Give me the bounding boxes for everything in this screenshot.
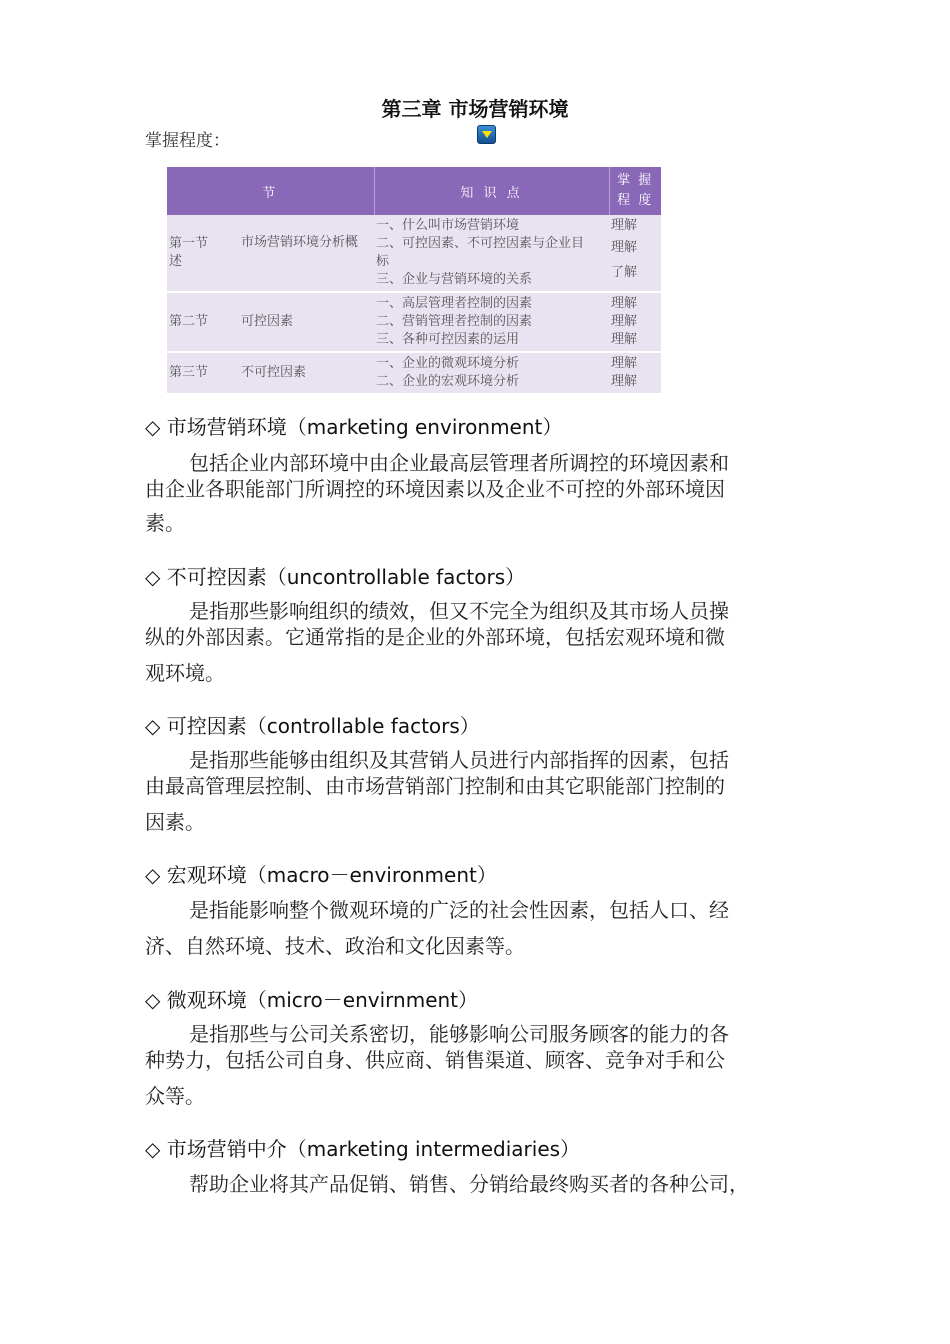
header-section: 节 xyxy=(167,167,374,215)
table-row xyxy=(167,352,661,393)
levels-cell: 理解 理解 了解 xyxy=(609,215,661,292)
section-paragraph: 是指那些影响组织的绩效，但又不完全为组织及其市场人员操 纵的外部因素。它通常指的是企业的外部环境，包括宏观环境和微 观环境。 xyxy=(145,599,729,685)
section-cell: 第一节 述 xyxy=(167,215,239,292)
points-cell: 一、高层管理者控制的因素 二、营销管理者控制的因素 三、各种可控因素的运用 xyxy=(374,292,609,352)
table-row xyxy=(167,215,661,292)
section-paragraph: 包括企业内部环境中由企业最高层管理者所调控的环境因素和 由企业各职能部门所调控的环境因素以及企业不可控的外部环境因 素。 xyxy=(145,451,729,535)
knowledge-table xyxy=(167,167,661,393)
section-paragraph: 是指能影响整个微观环境的广泛的社会性因素，包括人口、经 济、自然环境、技术、政治和文化因素等。 xyxy=(145,898,729,958)
section-heading: ◇ 市场营销环境（marketing environment） xyxy=(145,415,563,439)
section-heading: ◇ 微观环境（micro－envirnment） xyxy=(145,988,479,1012)
levels-cell: 理解 理解 xyxy=(609,352,661,393)
section-heading: ◇ 可控因素（controllable factors） xyxy=(145,714,480,738)
topic-cell: 市场营销环境分析概 xyxy=(239,215,374,292)
header-mastery-level: 掌 握 程 度 xyxy=(609,167,661,215)
section-paragraph: 是指那些能够由组织及其营销人员进行内部指挥的因素，包括 由最高管理层控制、由市场营销部门控制和由其它职能部门控制的 因素。 xyxy=(145,748,729,834)
mastery-label: 掌握程度： xyxy=(145,131,230,151)
section-heading: ◇ 不可控因素（uncontrollable factors） xyxy=(145,565,526,589)
points-cell: 一、什么叫市场营销环境 二、可控因素、不可控因素与企业目 标 三、企业与营销环境的关系 xyxy=(374,215,609,292)
topic-cell: 不可控因素 xyxy=(239,352,374,393)
section-paragraph: 帮助企业将其产品促销、销售、分销给最终购买者的各种公司， xyxy=(189,1172,749,1196)
points-cell: 一、企业的微观环境分析 二、企业的宏观环境分析 xyxy=(374,352,609,393)
section-heading: ◇ 宏观环境（macro－environment） xyxy=(145,863,497,887)
dropdown-arrow-icon[interactable] xyxy=(477,125,496,144)
page-title: 第三章 市场营销环境 xyxy=(381,97,569,121)
section-cell: 第三节 xyxy=(167,352,239,393)
section-paragraph: 是指那些与公司关系密切，能够影响公司服务顾客的能力的各 种势力，包括公司自身、供应商、销售渠道、顾客、竞争对手和公 众等。 xyxy=(145,1022,729,1108)
header-knowledge-point: 知 识 点 xyxy=(374,167,609,215)
table-row xyxy=(167,292,661,352)
section-cell: 第二节 xyxy=(167,292,239,352)
levels-cell: 理解 理解 理解 xyxy=(609,292,661,352)
topic-cell: 可控因素 xyxy=(239,292,374,352)
section-heading: ◇ 市场营销中介（marketing intermediaries） xyxy=(145,1137,581,1161)
